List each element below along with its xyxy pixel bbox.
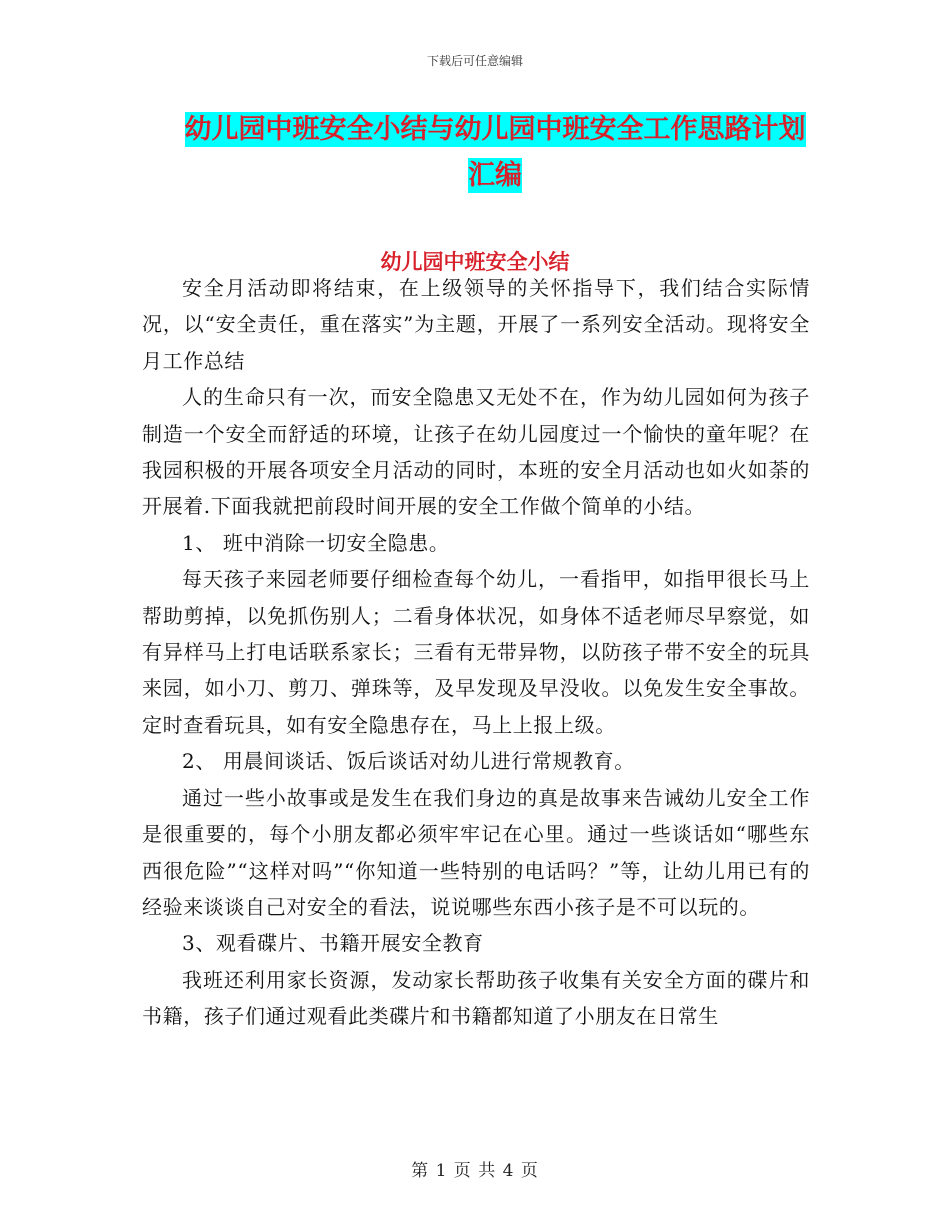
paragraph: 人的生命只有一次，而安全隐患又无处不在，作为幼儿园如何为孩子制造一个安全而舒适的环境，让孩子在幼儿园度过一个愉快的童年呢？在我园积极的开展各项安全月活动的同时，本班的安全月活动也如火如荼的开展着.下面我就把前段时间开展的安全工作做个简单的小结。 bbox=[142, 385, 810, 519]
paragraph: 我班还利用家长资源，发动家长帮助孩子收集有关安全方面的碟片和书籍，孩子们通过观看此类碟片和书籍都知道了小朋友在日常生 bbox=[142, 967, 810, 1029]
page-number: 第 1 页 共 4 页 bbox=[411, 1161, 539, 1181]
paragraph-heading: 1、 班中消除一切安全隐患。 bbox=[182, 530, 450, 555]
paragraph: 安全月活动即将结束，在上级领导的关怀指导下，我们结合实际情况，以“安全责任，重在落实”为主题，开展了一系列安全活动。现将安全月工作总结 bbox=[142, 276, 810, 373]
paragraph-heading: 2、 用晨间谈话、饭后谈话对幼儿进行常规教育。 bbox=[182, 749, 635, 774]
section-title: 幼儿园中班安全小结 bbox=[380, 250, 570, 274]
page-header-note: 下载后可任意编辑 bbox=[426, 54, 523, 68]
paragraph-heading: 3、观看碟片、书籍开展安全教育 bbox=[182, 931, 484, 956]
paragraph: 每天孩子来园老师要仔细检查每个幼儿，一看指甲，如指甲很长马上帮助剪掉，以免抓伤别人；二看身体状况，如身体不适老师尽早察觉，如有异样马上打电话联系家长；三看有无带异物，以防孩子带不安全的玩具来园，如小刀、剪刀、弹珠等，及早发现及早没收。以免发生安全事故。定时查看玩具，如有安全隐患存在，马上上报上级。 bbox=[142, 567, 810, 737]
document-title-text: 幼儿园中班安全小结与幼儿园中班安全工作思路计划汇编 bbox=[184, 114, 806, 191]
document-title bbox=[175, 107, 815, 199]
document-body bbox=[142, 270, 810, 1035]
paragraph: 通过一些小故事或是发生在我们身边的真是故事来告诫幼儿安全工作是很重要的，每个小朋友都必须牢牢记在心里。通过一些谈话如“哪些东西很危险”“这样对吗”“你知道一些特别的电话吗？”等，让幼儿用已有的经验来谈谈自己对安全的看法，说说哪些东西小孩子是不可以玩的。 bbox=[142, 785, 810, 919]
